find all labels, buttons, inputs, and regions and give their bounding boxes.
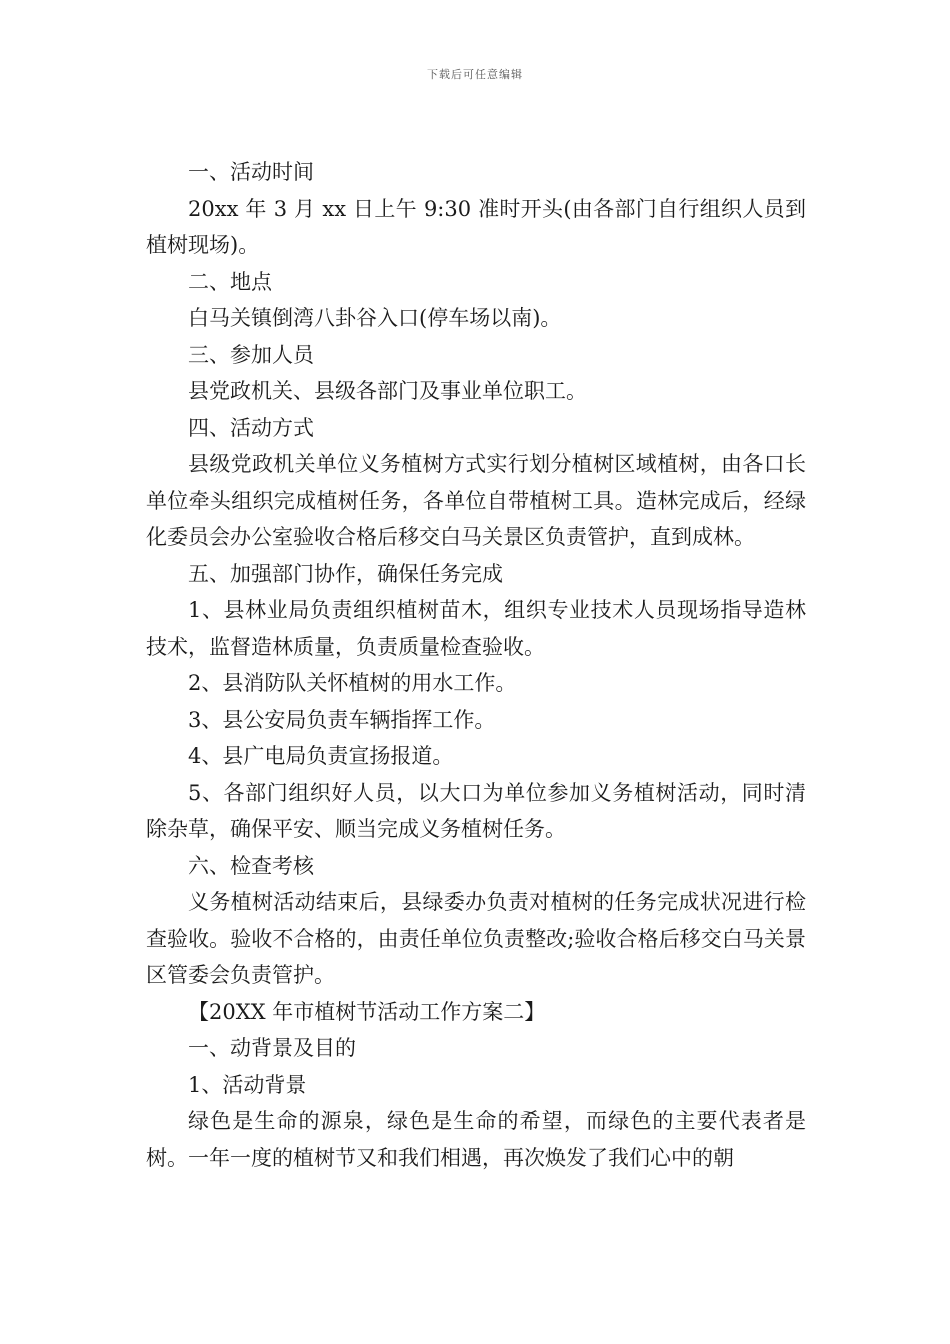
paragraph-background: 绿色是生命的源泉，绿色是生命的希望，而绿色的主要代表者是树。一年一度的植树节又和我们相遇，再次焕发了我们心中的朝: [146, 1109, 806, 1170]
section-heading-inspection: 六、检查考核: [188, 853, 314, 878]
subsection-heading-background: 1、活动背景: [188, 1072, 307, 1097]
section-heading-location: 二、地点: [188, 269, 272, 294]
plan-two-title: 【20XX 年市植树节活动工作方案二】: [188, 999, 546, 1024]
section-heading-time: 一、活动时间: [188, 160, 314, 184]
list-item: 5、各部门组织好人员，以大口为单位参加义务植树活动，同时清除杂草，确保平安、顺当完成义务植树任务。: [146, 780, 806, 841]
list-item: 3、县公安局负责车辆指挥工作。: [188, 707, 496, 732]
section-heading-coordination: 五、加强部门协作，确保任务完成: [188, 561, 503, 586]
list-item: 2、县消防队关怀植树的用水工作。: [188, 671, 517, 695]
paragraph-inspection: 义务植树活动结束后，县绿委办负责对植树的任务完成状况进行检查验收。验收不合格的，由责任单位负责整改;验收合格后移交白马关景区管委会负责管护。: [146, 890, 806, 987]
paragraph-participants: 县党政机关、县级各部门及事业单位职工。: [188, 379, 587, 403]
list-item: 1、县林业局负责组织植树苗木，组织专业技术人员现场指导造林技术，监督造林质量，负责质量检查验收。: [146, 598, 806, 659]
list-item: 4、县广电局负责宣扬报道。: [188, 744, 454, 768]
section-heading-background: 一、动背景及目的: [188, 1036, 356, 1060]
section-heading-participants: 三、参加人员: [188, 342, 314, 367]
page-header: 下载后可任意编辑: [427, 68, 523, 81]
paragraph-time: 20xx 年 3 月 xx 日上午 9:30 准时开头(由各部门自行组织人员到植树现场)。: [146, 196, 806, 257]
paragraph-location: 白马关镇倒湾八卦谷入口(停车场以南)。: [188, 306, 562, 330]
paragraph-method: 县级党政机关单位义务植树方式实行划分植树区域植树，由各口长单位牵头组织完成植树任务，各单位自带植树工具。造林完成后，经绿化委员会办公室验收合格后移交白马关景区负责管护，直到成林。: [146, 452, 806, 549]
document-body: [146, 154, 806, 1176]
section-heading-method: 四、活动方式: [188, 415, 314, 440]
